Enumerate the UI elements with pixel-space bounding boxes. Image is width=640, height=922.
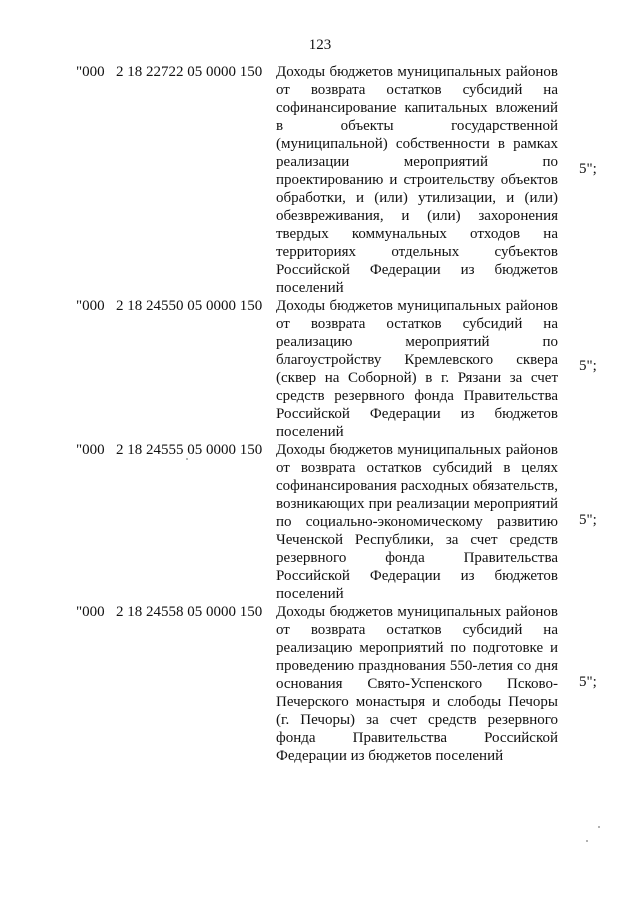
row-prefix: "000 — [76, 604, 105, 620]
table-row — [0, 297, 640, 441]
revenue-description: Доходы бюджетов муниципальных районов от возврата остатков субсидий на реализацию мероприятий по благоустройству Кремлевского сквера (сквер на Соборной) в г. Рязани за счет средств резервного фонда Правительства Российской Федерации из бюджетов поселений — [276, 298, 558, 440]
row-suffix: 5"; — [579, 512, 597, 528]
row-suffix: 5"; — [579, 358, 597, 374]
revenue-description: Доходы бюджетов муниципальных районов от возврата остатков субсидий на реализацию мероприятий по подготовке и проведению празднования 550-летия со дня основания Свято-Успенского Псково-Печерского монастыря и слободы Печоры (г. Печоры) за счет средств резервного фонда Правительства Российской Федерации из бюджетов поселений — [276, 604, 558, 764]
page-number: 123 — [308, 37, 332, 53]
row-suffix: 5"; — [579, 161, 597, 177]
revenue-description: Доходы бюджетов муниципальных районов от возврата остатков субсидий в целях софинансирования расходных обязательств, возникающих при реализации мероприятий по социально-экономическому развитию Чеченской Республики, за счет средств резервного фонда Правительства Российской Федерации из бюджетов поселений — [276, 442, 558, 602]
budget-classification-code: 2 18 24555 05 0000 150 — [116, 442, 263, 458]
row-suffix: 5"; — [579, 674, 597, 690]
revenue-code-table — [0, 63, 640, 765]
scan-speck — [598, 826, 600, 828]
budget-classification-code: 2 18 24550 05 0000 150 — [116, 298, 263, 314]
budget-classification-code: 2 18 22722 05 0000 150 — [116, 64, 263, 80]
revenue-description: Доходы бюджетов муниципальных районов от возврата остатков субсидий на софинансирование капитальных вложений в объекты государственной (муниципальной) собственности в рамках реализации мероприятий по проектированию и строительству объектов обработки, и (или) утилизации, и (или) обезвреживания, и (или) захоронения твердых коммунальных отходов на территориях отдельных субъектов Российской Федерации из бюджетов поселений — [276, 64, 558, 296]
budget-classification-code: 2 18 24558 05 0000 150 — [116, 604, 263, 620]
scan-speck — [586, 840, 588, 842]
row-prefix: "000 — [76, 298, 105, 314]
scan-speck — [186, 458, 188, 460]
row-prefix: "000 — [76, 64, 105, 80]
table-row — [0, 441, 640, 603]
table-row — [0, 63, 640, 297]
table-row — [0, 603, 640, 765]
row-prefix: "000 — [76, 442, 105, 458]
